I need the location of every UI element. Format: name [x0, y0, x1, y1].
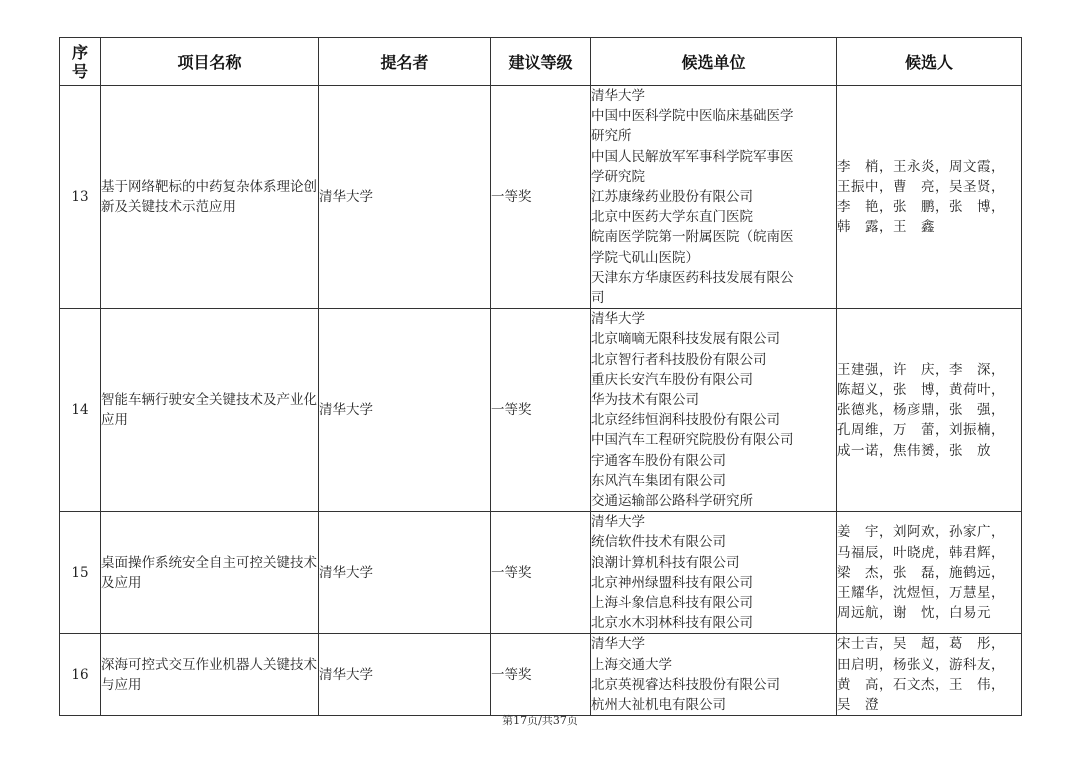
- unit-line: 学研究院: [591, 168, 645, 185]
- people-line: 梁 杰，张 磊，施鹤远，: [837, 564, 1005, 581]
- table-row: [60, 309, 1022, 512]
- table-row: [60, 634, 1022, 716]
- row-project-name: 基于网络靶标的中药复杂体系理论创新及关键技术示范应用: [101, 86, 319, 309]
- unit-line: 重庆长安汽车股份有限公司: [591, 371, 753, 388]
- header-project-name: 项目名称: [101, 38, 319, 86]
- people-line: 陈超义，张 博，黄荷叶，: [837, 381, 1005, 398]
- people-line: 王耀华，沈煜恒，万慧星，: [837, 584, 1005, 601]
- unit-line: 皖南医学院第一附属医院（皖南医: [591, 229, 794, 246]
- people-line: 黄 高，石文杰，王 伟，: [837, 676, 1005, 693]
- row-project-name: 智能车辆行驶安全关键技术及产业化应用: [101, 309, 319, 512]
- page-footer: 第17页/共37页: [502, 714, 578, 727]
- people-line: 田启明，杨张义，游科友，: [837, 656, 1005, 673]
- unit-line: 学院弋矶山医院）: [591, 249, 699, 266]
- people-line: 王建强，许 庆，李 深，: [837, 361, 1005, 378]
- unit-line: 天津东方华康医药科技发展有限公: [591, 269, 794, 286]
- header-grade: 建议等级: [491, 38, 591, 86]
- row-units: [591, 634, 837, 716]
- row-seq: 14: [60, 309, 101, 512]
- people-line: 孔周维，万 蕾，刘振楠，: [837, 422, 1005, 439]
- unit-line: 统信软件技术有限公司: [591, 534, 726, 551]
- row-project-name: 深海可控式交互作业机器人关键技术与应用: [101, 634, 319, 716]
- header-row: [60, 38, 1022, 86]
- row-grade: 一等奖: [491, 86, 591, 309]
- people-line: 张德兆，杨彦鼎，张 强，: [837, 402, 1005, 419]
- row-grade: 一等奖: [491, 512, 591, 634]
- unit-line: 北京中医药大学东直门医院: [591, 209, 753, 226]
- row-people: [837, 86, 1022, 309]
- unit-line: 北京嘀嘀无限科技发展有限公司: [591, 331, 780, 348]
- unit-line: 清华大学: [591, 88, 645, 104]
- people-line: 姜 宇，刘阿欢，孙家广，: [837, 524, 1005, 541]
- unit-line: 东风汽车集团有限公司: [591, 472, 726, 489]
- row-nominator: 清华大学: [319, 634, 491, 716]
- row-grade: 一等奖: [491, 634, 591, 716]
- people-line: 马福辰，叶晓虎，韩君辉，: [837, 544, 1005, 561]
- header-people: 候选人: [837, 38, 1022, 86]
- unit-line: 清华大学: [591, 636, 645, 653]
- unit-line: 交通运输部公路科学研究所: [591, 493, 753, 510]
- people-line: 李 梢，王永炎，周文霞，: [837, 158, 1005, 175]
- people-line: 李 艳，张 鹏，张 博，: [837, 199, 1005, 216]
- header-nominator: 提名者: [319, 38, 491, 86]
- unit-line: 宇通客车股份有限公司: [591, 452, 726, 469]
- row-people: [837, 309, 1022, 512]
- unit-line: 北京神州绿盟科技有限公司: [591, 574, 753, 591]
- row-units: [591, 512, 837, 634]
- unit-line: 上海交通大学: [591, 656, 672, 673]
- unit-line: 北京水木羽林科技有限公司: [591, 615, 753, 632]
- header-seq-char: 号: [71, 61, 88, 81]
- unit-line: 浪潮计算机科技有限公司: [591, 554, 740, 571]
- unit-line: 上海斗象信息科技有限公司: [591, 595, 753, 612]
- unit-line: 中国汽车工程研究院股份有限公司: [591, 432, 794, 449]
- row-seq: 13: [60, 86, 101, 309]
- people-line: 宋士吉，吴 超，葛 彤，: [837, 636, 1005, 653]
- people-line: 韩 露，王 鑫: [837, 219, 935, 236]
- unit-line: 司: [591, 290, 605, 307]
- row-project-name: 桌面操作系统安全自主可控关键技术及应用: [101, 512, 319, 634]
- unit-line: 研究所: [591, 128, 632, 145]
- unit-line: 清华大学: [591, 514, 645, 531]
- row-units: [591, 86, 837, 309]
- unit-line: 江苏康缘药业股份有限公司: [591, 189, 753, 206]
- header-seq-char: 序: [71, 42, 88, 62]
- row-people: [837, 512, 1022, 634]
- header-seq: [60, 38, 101, 86]
- unit-line: 北京智行者科技股份有限公司: [591, 351, 767, 368]
- people-line: 吴 澄: [837, 697, 879, 714]
- row-seq: 16: [60, 634, 101, 716]
- row-nominator: 清华大学: [319, 86, 491, 309]
- header-units: 候选单位: [591, 38, 837, 86]
- unit-line: 华为技术有限公司: [591, 392, 699, 409]
- unit-line: 清华大学: [591, 311, 645, 328]
- row-seq: 15: [60, 512, 101, 634]
- unit-line: 中国中医科学院中医临床基础医学: [591, 108, 794, 125]
- people-line: 成一诺，焦伟赟，张 放: [837, 442, 991, 459]
- row-people: [837, 634, 1022, 716]
- people-line: 王振中，曹 亮，吴圣贤，: [837, 178, 1005, 195]
- row-units: [591, 309, 837, 512]
- unit-line: 北京经纬恒润科技股份有限公司: [591, 412, 780, 429]
- row-nominator: 清华大学: [319, 512, 491, 634]
- row-nominator: 清华大学: [319, 309, 491, 512]
- people-line: 周远航，谢 忱，白易元: [837, 605, 991, 622]
- row-grade: 一等奖: [491, 309, 591, 512]
- watermark: ​: [277, 308, 323, 362]
- table-row: [60, 512, 1022, 634]
- table-row: [60, 86, 1022, 309]
- unit-line: 杭州大祉机电有限公司: [591, 697, 726, 714]
- awards-table: [59, 37, 1022, 716]
- unit-line: 中国人民解放军军事科学院军事医: [591, 148, 794, 165]
- unit-line: 北京英视睿达科技股份有限公司: [591, 676, 780, 693]
